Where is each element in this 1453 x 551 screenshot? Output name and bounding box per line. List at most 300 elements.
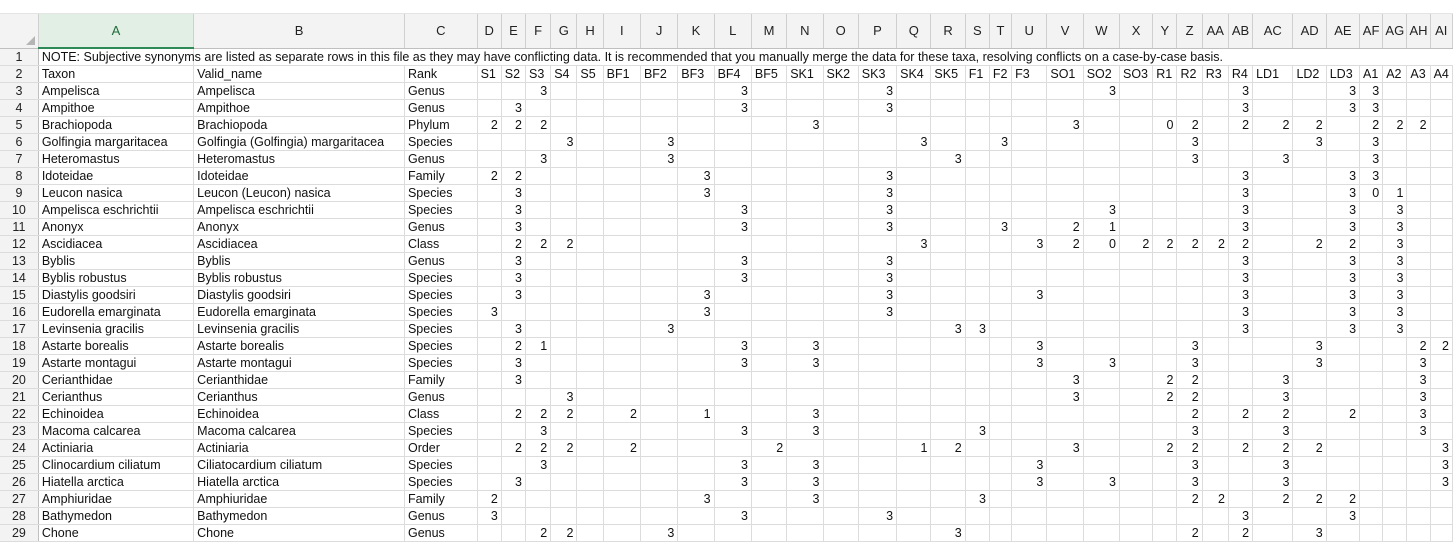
- cell[interactable]: 3: [1228, 202, 1252, 219]
- cell[interactable]: [1047, 474, 1083, 491]
- cell[interactable]: [603, 338, 640, 355]
- cell[interactable]: Diastylis goodsiri: [38, 287, 193, 304]
- cell[interactable]: [1083, 117, 1119, 134]
- cell[interactable]: [1202, 134, 1228, 151]
- cell[interactable]: [965, 406, 989, 423]
- cell[interactable]: [858, 236, 896, 253]
- cell[interactable]: [577, 321, 603, 338]
- row-header[interactable]: 15: [0, 287, 38, 304]
- cell[interactable]: [640, 236, 677, 253]
- cell[interactable]: [577, 372, 603, 389]
- cell[interactable]: [897, 491, 931, 508]
- cell[interactable]: 3: [1326, 304, 1359, 321]
- cell[interactable]: 3: [1326, 270, 1359, 287]
- cell[interactable]: [678, 389, 714, 406]
- column-header-ad[interactable]: AD: [1293, 14, 1326, 48]
- cell[interactable]: 2: [1177, 440, 1202, 457]
- cell[interactable]: [823, 304, 858, 321]
- cell[interactable]: [1012, 491, 1047, 508]
- cell[interactable]: [1153, 100, 1177, 117]
- cell[interactable]: [1383, 168, 1407, 185]
- cell[interactable]: Cerianthus: [38, 389, 193, 406]
- cell[interactable]: [1047, 151, 1083, 168]
- cell[interactable]: [714, 389, 751, 406]
- cell[interactable]: [1430, 389, 1452, 406]
- cell[interactable]: [603, 270, 640, 287]
- cell[interactable]: [1360, 270, 1383, 287]
- cell[interactable]: Species: [404, 338, 477, 355]
- cell[interactable]: [931, 474, 965, 491]
- cell[interactable]: [1326, 474, 1359, 491]
- cell[interactable]: 3: [1326, 253, 1359, 270]
- cell[interactable]: [1202, 151, 1228, 168]
- cell[interactable]: 3: [501, 321, 525, 338]
- cell[interactable]: 2: [1228, 525, 1252, 542]
- cell[interactable]: [823, 372, 858, 389]
- cell[interactable]: [1083, 100, 1119, 117]
- cell[interactable]: [577, 406, 603, 423]
- row-header[interactable]: 8: [0, 168, 38, 185]
- cell[interactable]: [714, 236, 751, 253]
- cell[interactable]: 3: [477, 304, 501, 321]
- cell[interactable]: [1153, 423, 1177, 440]
- cell[interactable]: [1293, 457, 1326, 474]
- cell[interactable]: [477, 525, 501, 542]
- cell[interactable]: [1083, 525, 1119, 542]
- cell[interactable]: [1293, 389, 1326, 406]
- cell[interactable]: [751, 202, 786, 219]
- cell[interactable]: 0: [1083, 236, 1119, 253]
- row-header[interactable]: 25: [0, 457, 38, 474]
- cell[interactable]: [989, 491, 1011, 508]
- cell[interactable]: 3: [989, 134, 1011, 151]
- cell[interactable]: [477, 185, 501, 202]
- cell[interactable]: [678, 525, 714, 542]
- row-header[interactable]: 24: [0, 440, 38, 457]
- cell[interactable]: [1407, 151, 1430, 168]
- cell[interactable]: [1153, 202, 1177, 219]
- cell[interactable]: [577, 134, 603, 151]
- cell[interactable]: [965, 185, 989, 202]
- cell[interactable]: [526, 474, 551, 491]
- cell[interactable]: [897, 117, 931, 134]
- cell[interactable]: 2: [551, 525, 577, 542]
- cell[interactable]: [551, 117, 577, 134]
- cell[interactable]: [787, 219, 823, 236]
- cell[interactable]: [1047, 270, 1083, 287]
- cell[interactable]: [526, 508, 551, 525]
- cell[interactable]: 3: [1083, 355, 1119, 372]
- cell[interactable]: [823, 219, 858, 236]
- cell[interactable]: [1228, 134, 1252, 151]
- cell[interactable]: Astarte montagui: [38, 355, 193, 372]
- cell[interactable]: 1: [897, 440, 931, 457]
- cell[interactable]: [714, 134, 751, 151]
- cell[interactable]: [714, 525, 751, 542]
- cell[interactable]: [577, 304, 603, 321]
- cell[interactable]: [1360, 372, 1383, 389]
- cell[interactable]: [640, 168, 677, 185]
- cell[interactable]: [714, 168, 751, 185]
- cell[interactable]: [1228, 474, 1252, 491]
- cell[interactable]: [787, 270, 823, 287]
- cell[interactable]: [640, 372, 677, 389]
- cell[interactable]: [551, 508, 577, 525]
- note-cell[interactable]: NOTE: Subjective synonyms are listed as separate rows in this file as they may have conflicting data. It is recommended that you manually merge the data for these taxa, resolving conflicts on a case-by-case basis.: [38, 48, 193, 66]
- cell[interactable]: 3: [1012, 338, 1047, 355]
- row-header[interactable]: 5: [0, 117, 38, 134]
- cell[interactable]: [1430, 423, 1452, 440]
- cell[interactable]: [1383, 83, 1407, 100]
- cell[interactable]: [1202, 508, 1228, 525]
- cell[interactable]: Actiniaria: [194, 440, 405, 457]
- cell[interactable]: [678, 338, 714, 355]
- cell[interactable]: 2: [1177, 491, 1202, 508]
- cell[interactable]: 3: [1383, 219, 1407, 236]
- column-header-k[interactable]: K: [678, 14, 714, 48]
- cell[interactable]: [989, 83, 1011, 100]
- cell[interactable]: [577, 168, 603, 185]
- cell[interactable]: [1228, 151, 1252, 168]
- header-cell[interactable]: F3: [1012, 66, 1047, 83]
- cell[interactable]: 3: [1326, 287, 1359, 304]
- cell[interactable]: 3: [1383, 236, 1407, 253]
- cell[interactable]: [501, 525, 525, 542]
- cell[interactable]: [1202, 474, 1228, 491]
- cell[interactable]: [526, 270, 551, 287]
- cell[interactable]: [1153, 219, 1177, 236]
- cell[interactable]: [551, 338, 577, 355]
- cell[interactable]: 3: [858, 287, 896, 304]
- row-header[interactable]: 14: [0, 270, 38, 287]
- cell[interactable]: [823, 406, 858, 423]
- cell[interactable]: [1326, 525, 1359, 542]
- cell[interactable]: [989, 168, 1011, 185]
- cell[interactable]: [477, 338, 501, 355]
- cell[interactable]: [858, 151, 896, 168]
- row-header[interactable]: 7: [0, 151, 38, 168]
- row-header[interactable]: 16: [0, 304, 38, 321]
- cell[interactable]: [1383, 100, 1407, 117]
- header-cell[interactable]: R2: [1177, 66, 1202, 83]
- cell[interactable]: [1326, 389, 1359, 406]
- cell[interactable]: Family: [404, 168, 477, 185]
- cell[interactable]: [551, 185, 577, 202]
- cell[interactable]: 2: [603, 406, 640, 423]
- cell[interactable]: [1407, 100, 1430, 117]
- cell[interactable]: Ciliatocardium ciliatum: [194, 457, 405, 474]
- cell[interactable]: Class: [404, 236, 477, 253]
- cell[interactable]: 3: [1228, 83, 1252, 100]
- cell[interactable]: [1430, 491, 1452, 508]
- cell[interactable]: [477, 457, 501, 474]
- cell[interactable]: 3: [858, 508, 896, 525]
- cell[interactable]: [1202, 457, 1228, 474]
- cell[interactable]: 3: [787, 457, 823, 474]
- cell[interactable]: [678, 457, 714, 474]
- cell[interactable]: [1177, 321, 1202, 338]
- cell[interactable]: Cerianthidae: [38, 372, 193, 389]
- header-cell[interactable]: BF2: [640, 66, 677, 83]
- cell[interactable]: [551, 100, 577, 117]
- cell[interactable]: [577, 100, 603, 117]
- cell[interactable]: 2: [526, 236, 551, 253]
- cell[interactable]: [751, 100, 786, 117]
- cell[interactable]: [1120, 525, 1153, 542]
- cell[interactable]: [931, 406, 965, 423]
- cell[interactable]: [751, 236, 786, 253]
- row-header[interactable]: 12: [0, 236, 38, 253]
- cell[interactable]: 3: [1228, 287, 1252, 304]
- column-header-g[interactable]: G: [551, 14, 577, 48]
- cell[interactable]: [640, 406, 677, 423]
- column-header-l[interactable]: L: [714, 14, 751, 48]
- cell[interactable]: [1120, 287, 1153, 304]
- cell[interactable]: 3: [526, 83, 551, 100]
- cell[interactable]: [1407, 83, 1430, 100]
- cell[interactable]: 3: [1012, 287, 1047, 304]
- cell[interactable]: [1202, 287, 1228, 304]
- cell[interactable]: 2: [1047, 219, 1083, 236]
- cell[interactable]: [965, 253, 989, 270]
- cell[interactable]: [751, 457, 786, 474]
- cell[interactable]: [989, 117, 1011, 134]
- cell[interactable]: [897, 253, 931, 270]
- cell[interactable]: [714, 287, 751, 304]
- row-header[interactable]: 2: [0, 66, 38, 83]
- cell[interactable]: Chone: [194, 525, 405, 542]
- cell[interactable]: 2: [1177, 117, 1202, 134]
- cell[interactable]: [1360, 508, 1383, 525]
- cell[interactable]: [714, 406, 751, 423]
- cell[interactable]: [1120, 83, 1153, 100]
- cell[interactable]: [751, 321, 786, 338]
- cell[interactable]: 3: [931, 151, 965, 168]
- cell[interactable]: [501, 508, 525, 525]
- cell[interactable]: [1153, 287, 1177, 304]
- cell[interactable]: [1153, 338, 1177, 355]
- cell[interactable]: [1120, 440, 1153, 457]
- cell[interactable]: [640, 287, 677, 304]
- cell[interactable]: [897, 202, 931, 219]
- cell[interactable]: Echinoidea: [194, 406, 405, 423]
- cell[interactable]: [1293, 151, 1326, 168]
- column-header-q[interactable]: Q: [897, 14, 931, 48]
- cell[interactable]: 3: [931, 525, 965, 542]
- cell[interactable]: [640, 185, 677, 202]
- cell[interactable]: [989, 457, 1011, 474]
- cell[interactable]: [551, 287, 577, 304]
- cell[interactable]: [751, 525, 786, 542]
- cell[interactable]: [1253, 236, 1293, 253]
- cell[interactable]: [897, 168, 931, 185]
- cell[interactable]: 3: [897, 134, 931, 151]
- cell[interactable]: 3: [714, 338, 751, 355]
- cell[interactable]: 3: [787, 338, 823, 355]
- cell[interactable]: [1153, 321, 1177, 338]
- cell[interactable]: Diastylis goodsiri: [194, 287, 405, 304]
- cell[interactable]: Species: [404, 423, 477, 440]
- cell[interactable]: [526, 185, 551, 202]
- cell[interactable]: [678, 236, 714, 253]
- cell[interactable]: [603, 304, 640, 321]
- cell[interactable]: 2: [526, 406, 551, 423]
- cell[interactable]: Amphiuridae: [194, 491, 405, 508]
- cell[interactable]: [678, 134, 714, 151]
- cell[interactable]: [751, 270, 786, 287]
- header-cell[interactable]: BF3: [678, 66, 714, 83]
- column-header-o[interactable]: O: [823, 14, 858, 48]
- cell[interactable]: [1228, 423, 1252, 440]
- cell[interactable]: [1047, 134, 1083, 151]
- cell[interactable]: 3: [1430, 474, 1452, 491]
- cell[interactable]: [1430, 151, 1452, 168]
- cell[interactable]: 3: [714, 457, 751, 474]
- cell[interactable]: [1430, 508, 1452, 525]
- cell[interactable]: [858, 372, 896, 389]
- row-header[interactable]: 11: [0, 219, 38, 236]
- cell[interactable]: Hiatella arctica: [194, 474, 405, 491]
- cell[interactable]: [1047, 491, 1083, 508]
- cell[interactable]: [501, 83, 525, 100]
- cell[interactable]: [965, 457, 989, 474]
- cell[interactable]: [1153, 406, 1177, 423]
- cell[interactable]: [823, 100, 858, 117]
- cell[interactable]: 3: [1083, 202, 1119, 219]
- cell[interactable]: [1012, 321, 1047, 338]
- cell[interactable]: 2: [751, 440, 786, 457]
- cell[interactable]: 3: [1326, 185, 1359, 202]
- header-cell[interactable]: S4: [551, 66, 577, 83]
- cell[interactable]: [477, 474, 501, 491]
- cell[interactable]: [640, 457, 677, 474]
- column-header-t[interactable]: T: [989, 14, 1011, 48]
- cell[interactable]: 3: [1383, 304, 1407, 321]
- cell[interactable]: [989, 355, 1011, 372]
- cell[interactable]: 3: [787, 491, 823, 508]
- header-cell[interactable]: SO1: [1047, 66, 1083, 83]
- cell[interactable]: [1407, 168, 1430, 185]
- cell[interactable]: Astarte montagui: [194, 355, 405, 372]
- cell[interactable]: 3: [1012, 355, 1047, 372]
- cell[interactable]: [1047, 508, 1083, 525]
- cell[interactable]: [1228, 457, 1252, 474]
- cell[interactable]: [858, 338, 896, 355]
- cell[interactable]: [858, 440, 896, 457]
- cell[interactable]: [1012, 168, 1047, 185]
- cell[interactable]: [1120, 304, 1153, 321]
- cell[interactable]: [1120, 202, 1153, 219]
- row-header[interactable]: 17: [0, 321, 38, 338]
- cell[interactable]: Echinoidea: [38, 406, 193, 423]
- cell[interactable]: 2: [1253, 117, 1293, 134]
- cell[interactable]: [1120, 168, 1153, 185]
- cell[interactable]: [678, 100, 714, 117]
- cell[interactable]: [551, 491, 577, 508]
- cell[interactable]: Ascidiacea: [38, 236, 193, 253]
- cell[interactable]: 3: [1407, 423, 1430, 440]
- cell[interactable]: [1153, 168, 1177, 185]
- cell[interactable]: [1253, 253, 1293, 270]
- cell[interactable]: [1153, 134, 1177, 151]
- cell[interactable]: [931, 168, 965, 185]
- cell[interactable]: 3: [1326, 321, 1359, 338]
- cell[interactable]: [1253, 134, 1293, 151]
- cell[interactable]: [551, 423, 577, 440]
- cell[interactable]: 3: [640, 525, 677, 542]
- cell[interactable]: [1047, 423, 1083, 440]
- cell[interactable]: [1293, 508, 1326, 525]
- cell[interactable]: [1407, 185, 1430, 202]
- cell[interactable]: [1383, 508, 1407, 525]
- cell[interactable]: [858, 406, 896, 423]
- cell[interactable]: [1202, 440, 1228, 457]
- cell[interactable]: [1383, 423, 1407, 440]
- cell[interactable]: [640, 423, 677, 440]
- cell[interactable]: 2: [1153, 440, 1177, 457]
- row-header[interactable]: 1: [0, 48, 38, 66]
- cell[interactable]: [1253, 219, 1293, 236]
- column-header-ag[interactable]: AG: [1383, 14, 1407, 48]
- cell[interactable]: 2: [1253, 440, 1293, 457]
- cell[interactable]: 3: [1430, 440, 1452, 457]
- header-cell[interactable]: SO2: [1083, 66, 1119, 83]
- cell[interactable]: 3: [1228, 508, 1252, 525]
- cell[interactable]: [1177, 185, 1202, 202]
- cell[interactable]: [1047, 202, 1083, 219]
- cell[interactable]: 3: [1360, 83, 1383, 100]
- cell[interactable]: 3: [640, 134, 677, 151]
- cell[interactable]: [577, 508, 603, 525]
- column-header-x[interactable]: X: [1120, 14, 1153, 48]
- cell[interactable]: [1293, 185, 1326, 202]
- cell[interactable]: [931, 100, 965, 117]
- cell[interactable]: [1430, 117, 1452, 134]
- cell[interactable]: [1293, 423, 1326, 440]
- cell[interactable]: [823, 355, 858, 372]
- cell[interactable]: 1: [678, 406, 714, 423]
- cell[interactable]: 2: [1177, 389, 1202, 406]
- header-cell[interactable]: SK4: [897, 66, 931, 83]
- cell[interactable]: Eudorella emarginata: [38, 304, 193, 321]
- cell[interactable]: [1083, 457, 1119, 474]
- cell[interactable]: [751, 253, 786, 270]
- cell[interactable]: 3: [1383, 287, 1407, 304]
- cell[interactable]: [1228, 355, 1252, 372]
- cell[interactable]: Byblis robustus: [194, 270, 405, 287]
- cell[interactable]: 3: [1360, 168, 1383, 185]
- cell[interactable]: [577, 389, 603, 406]
- cell[interactable]: [751, 389, 786, 406]
- cell[interactable]: [787, 389, 823, 406]
- column-header-f[interactable]: F: [526, 14, 551, 48]
- cell[interactable]: [1407, 321, 1430, 338]
- cell[interactable]: [858, 525, 896, 542]
- cell[interactable]: 2: [477, 168, 501, 185]
- cell[interactable]: [477, 151, 501, 168]
- header-cell[interactable]: LD2: [1293, 66, 1326, 83]
- cell[interactable]: [1153, 304, 1177, 321]
- cell[interactable]: 3: [1407, 406, 1430, 423]
- cell[interactable]: 3: [501, 287, 525, 304]
- cell[interactable]: [1326, 440, 1359, 457]
- cell[interactable]: [965, 151, 989, 168]
- cell[interactable]: 2: [501, 406, 525, 423]
- column-header-ac[interactable]: AC: [1253, 14, 1293, 48]
- cell[interactable]: [1120, 270, 1153, 287]
- cell[interactable]: 2: [1153, 372, 1177, 389]
- row-header[interactable]: 13: [0, 253, 38, 270]
